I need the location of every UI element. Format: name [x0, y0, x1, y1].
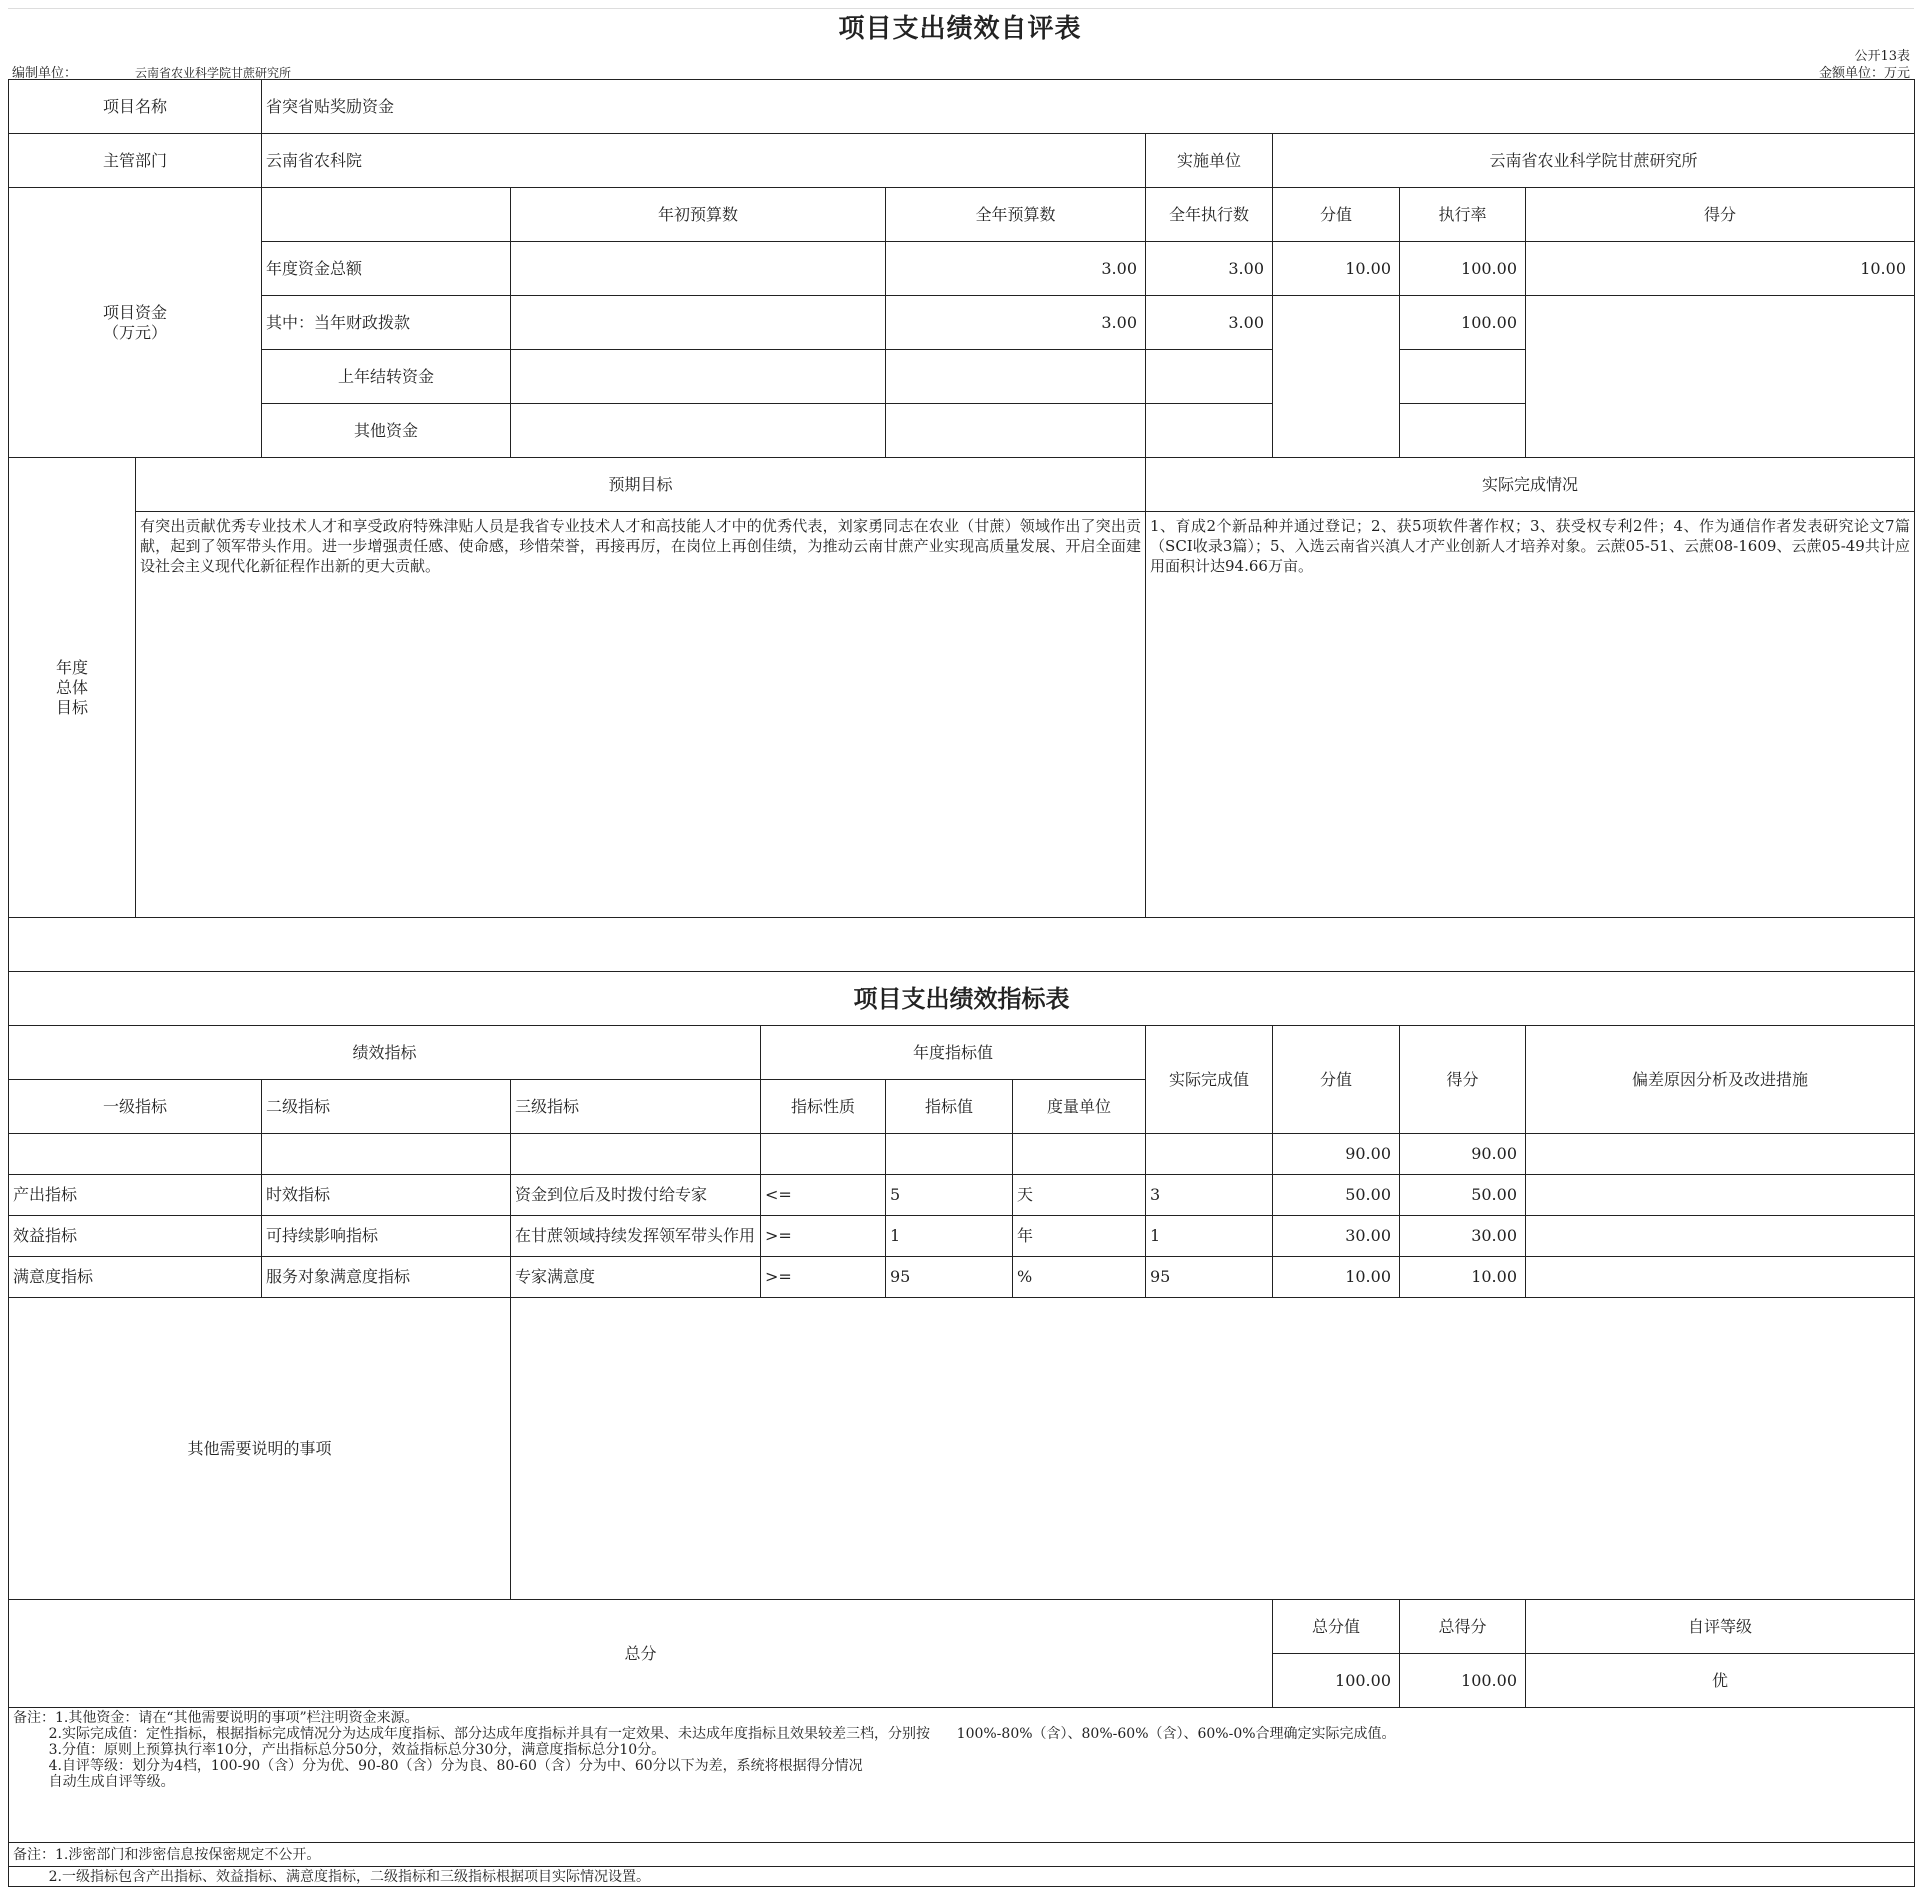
page-title: 项目支出绩效自评表	[838, 14, 1082, 44]
funds-row-initial	[511, 404, 886, 458]
total-value-header: 总分值	[1273, 1600, 1400, 1654]
funds-row-annual	[886, 404, 1146, 458]
funds-row-executed: 3.00	[1146, 242, 1273, 296]
project-name-value: 省突省贴奖励资金	[262, 80, 1915, 134]
indicator-unit: %	[1013, 1257, 1146, 1298]
amount-unit: 金额单位：万元	[1818, 66, 1910, 81]
funds-label-line2: （万元）	[102, 322, 167, 342]
subtotal-cell	[761, 1134, 886, 1175]
funds-row-annual	[886, 350, 1146, 404]
funds-merged-score-value	[1273, 296, 1400, 458]
subtotal-score: 90.00	[1400, 1134, 1526, 1175]
total-score-header: 总得分	[1400, 1600, 1526, 1654]
funds-row-rate: 100.00	[1400, 296, 1526, 350]
level2-header: 二级指标	[262, 1080, 511, 1134]
actual-result-header: 实际完成情况	[1146, 458, 1915, 512]
level3-header: 三级指标	[511, 1080, 761, 1134]
indicator-actual: 1	[1146, 1216, 1273, 1257]
actual-result-text: 1、育成2个新品种并通过登记；2、获5项软件著作权；3、获受权专利2件；4、作为通信作者发表研究论文7篇（SCI收录3篇）；5、入选云南省兴滇人才产业创新人才培养对象。云蔗05-51、云蔗08-1609、云蔗05-49共计应用面积计达94.66万亩。	[1146, 512, 1915, 918]
indicator-unit: 天	[1013, 1175, 1146, 1216]
notes-block-2-line2: 2.一级指标包含产出指标、效益指标、满意度指标，二级指标和三级指标根据项目实际情况设置。	[9, 1867, 1915, 1887]
indicator-level2: 服务对象满意度指标	[262, 1257, 511, 1298]
subtotal-cell	[1013, 1134, 1146, 1175]
score-header: 得分	[1400, 1026, 1526, 1134]
spacer-row	[9, 918, 1915, 972]
total-value: 100.00	[1273, 1654, 1400, 1708]
note-line: 2.实际完成值：定性指标，根据指标完成情况分为达成年度指标、部分达成年度指标并具有一定效果、未达成年度指标且效果较差三档，分别按 100%-80%（含）、80%-60%（含）、60%-0%合理确定实际完成值。	[13, 1726, 1396, 1742]
funds-section-label	[9, 188, 262, 458]
subtotal-cell	[9, 1134, 262, 1175]
impl-value: 云南省农业科学院甘蔗研究所	[1273, 134, 1915, 188]
funds-row-rate	[1400, 404, 1526, 458]
score-value-header: 分值	[1273, 1026, 1400, 1134]
indicator-level1: 产出指标	[9, 1175, 262, 1216]
indicator-score: 10.00	[1400, 1257, 1526, 1298]
goals-label-line2: 总体	[55, 677, 88, 697]
subtotal-cell	[262, 1134, 511, 1175]
expected-goal-text: 有突出贡献优秀专业技术人才和享受政府特殊津贴人员是我省专业技术人才和高技能人才中的优秀代表，刘家勇同志在农业（甘蔗）领域作出了突出贡献，起到了领军带头作用。进一步增强责任感、使命感，珍惜荣誉，再接再厉，在岗位上再创佳绩，为推动云南甘蔗产业实现高质量发展、开启全面建设社会主义现代化新征程作出新的更大贡献。	[136, 512, 1146, 918]
funds-row-label: 其他资金	[262, 404, 511, 458]
level1-header: 一级指标	[9, 1080, 262, 1134]
funds-row-rate: 100.00	[1400, 242, 1526, 296]
deviation-header: 偏差原因分析及改进措施	[1526, 1026, 1915, 1134]
indicator-level3: 在甘蔗领域持续发挥领军带头作用	[511, 1216, 761, 1257]
indicator-level2: 可持续影响指标	[262, 1216, 511, 1257]
indicator-score-value: 50.00	[1273, 1175, 1400, 1216]
indicator-deviation	[1526, 1175, 1915, 1216]
funds-header-score: 得分	[1526, 188, 1915, 242]
indicator-score-value: 10.00	[1273, 1257, 1400, 1298]
indicator-actual: 3	[1146, 1175, 1273, 1216]
funds-row-annual: 3.00	[886, 242, 1146, 296]
unit-header: 度量单位	[1013, 1080, 1146, 1134]
indicator-unit: 年	[1013, 1216, 1146, 1257]
indicator-actual: 95	[1146, 1257, 1273, 1298]
funds-row-label: 上年结转资金	[262, 350, 511, 404]
notes-block-2-line1: 备注：1.涉密部门和涉密信息按保密规定不公开。	[9, 1843, 1915, 1867]
self-evaluation-table	[8, 79, 1915, 1887]
goals-label-line1: 年度	[55, 657, 88, 677]
subtotal-cell	[886, 1134, 1013, 1175]
org-label: 编制单位：	[12, 66, 78, 81]
expected-goal-header: 预期目标	[136, 458, 1146, 512]
note-line: 3.分值：原则上预算执行率10分，产出指标总分50分，效益指标总分30分，满意度指标总分10分。	[13, 1742, 666, 1758]
table-number: 公开13表	[1854, 49, 1910, 64]
funds-merged-score	[1526, 296, 1915, 458]
notes-block-1	[9, 1708, 1915, 1843]
indicator-score: 50.00	[1400, 1175, 1526, 1216]
funds-row-initial	[511, 242, 886, 296]
funds-row-initial	[511, 350, 886, 404]
funds-header-initial: 年初预算数	[511, 188, 886, 242]
dept-label: 主管部门	[9, 134, 262, 188]
other-matters-value	[511, 1298, 1915, 1600]
indicator-score: 30.00	[1400, 1216, 1526, 1257]
funds-row-executed: 3.00	[1146, 296, 1273, 350]
funds-row-label: 其中：当年财政拨款	[262, 296, 511, 350]
perf-indicator-header: 绩效指标	[9, 1026, 761, 1080]
indicator-value: 1	[886, 1216, 1013, 1257]
annual-indicator-header: 年度指标值	[761, 1026, 1146, 1080]
grade-header: 自评等级	[1526, 1600, 1915, 1654]
indicator-nature: >=	[761, 1257, 886, 1298]
indicator-deviation	[1526, 1216, 1915, 1257]
indicators-title: 项目支出绩效指标表	[9, 972, 1915, 1026]
indicator-deviation	[1526, 1257, 1915, 1298]
funds-row-rate	[1400, 350, 1526, 404]
note-line: 4.自评等级：划分为4档，100-90（含）分为优、90-80（含）分为良、80-60（含）分为中、60分以下为差，系统将根据得分情况	[13, 1758, 863, 1774]
subtotal-cell	[1526, 1134, 1915, 1175]
funds-row-score-value: 10.00	[1273, 242, 1400, 296]
goals-label-line3: 目标	[55, 697, 88, 717]
other-matters-label: 其他需要说明的事项	[9, 1298, 511, 1600]
funds-row-executed	[1146, 350, 1273, 404]
funds-row-label: 年度资金总额	[262, 242, 511, 296]
funds-row-initial	[511, 296, 886, 350]
funds-label-line1: 项目资金	[102, 302, 167, 322]
impl-label: 实施单位	[1146, 134, 1273, 188]
total-label: 总分	[9, 1600, 1273, 1708]
subtotal-cell	[511, 1134, 761, 1175]
funds-row-annual: 3.00	[886, 296, 1146, 350]
note-line: 自动生成自评等级。	[13, 1774, 175, 1790]
indicator-value: 95	[886, 1257, 1013, 1298]
goals-section-label	[9, 458, 136, 918]
indicator-nature: >=	[761, 1216, 886, 1257]
self-grade: 优	[1526, 1654, 1915, 1708]
indicator-level3: 资金到位后及时拨付给专家	[511, 1175, 761, 1216]
project-name-label: 项目名称	[9, 80, 262, 134]
funds-header-executed: 全年执行数	[1146, 188, 1273, 242]
subtotal-score-value: 90.00	[1273, 1134, 1400, 1175]
subtotal-cell	[1146, 1134, 1273, 1175]
funds-header-score-value: 分值	[1273, 188, 1400, 242]
value-header: 指标值	[886, 1080, 1013, 1134]
funds-row-executed	[1146, 404, 1273, 458]
funds-header-annual: 全年预算数	[886, 188, 1146, 242]
indicator-level3: 专家满意度	[511, 1257, 761, 1298]
dept-value: 云南省农科院	[262, 134, 1146, 188]
nature-header: 指标性质	[761, 1080, 886, 1134]
actual-value-header: 实际完成值	[1146, 1026, 1273, 1134]
total-score: 100.00	[1400, 1654, 1526, 1708]
indicator-score-value: 30.00	[1273, 1216, 1400, 1257]
indicator-nature: <=	[761, 1175, 886, 1216]
indicator-level1: 满意度指标	[9, 1257, 262, 1298]
indicator-level1: 效益指标	[9, 1216, 262, 1257]
indicator-value: 5	[886, 1175, 1013, 1216]
org-name: 云南省农业科学院甘蔗研究所	[135, 66, 292, 80]
funds-header-blank	[262, 188, 511, 242]
funds-header-rate: 执行率	[1400, 188, 1526, 242]
note-line: 备注：1.其他资金：请在“其他需要说明的事项”栏注明资金来源。	[13, 1710, 419, 1726]
indicator-level2: 时效指标	[262, 1175, 511, 1216]
funds-row-score: 10.00	[1526, 242, 1915, 296]
